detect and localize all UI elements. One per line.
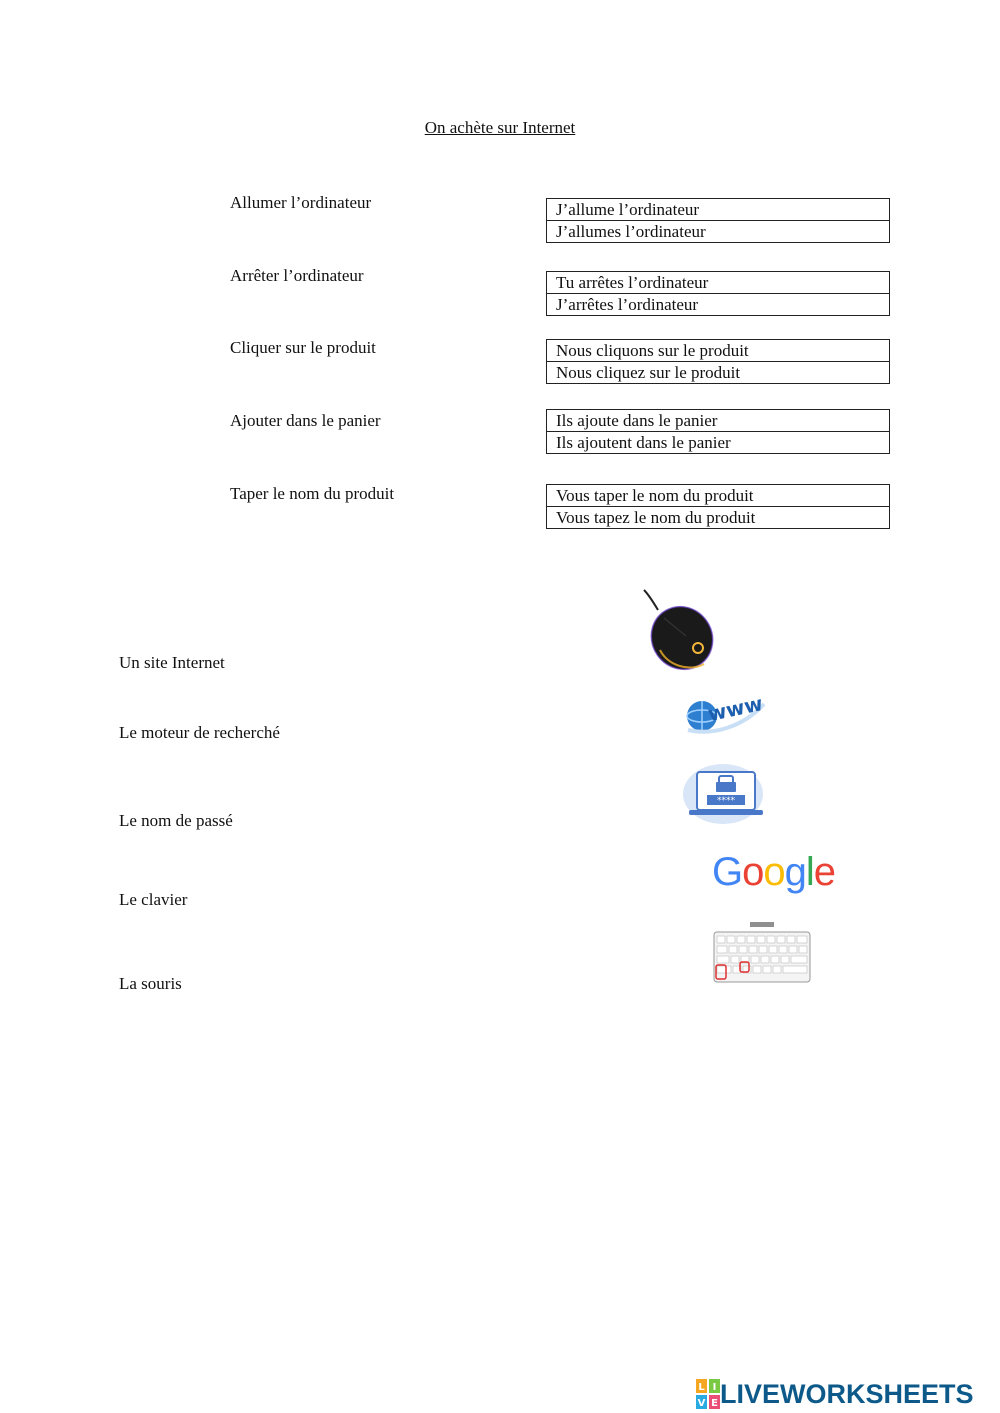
answer-option[interactable]: J’arrêtes l’ordinateur (547, 293, 889, 315)
keyboard-icon[interactable] (712, 922, 812, 984)
answer-choices (546, 339, 890, 384)
answer-option[interactable]: Vous taper le nom du produit (556, 486, 754, 505)
mouse-icon[interactable] (638, 588, 722, 674)
answer-option[interactable]: Tu arrêtes l’ordinateur (556, 273, 709, 292)
answer-option[interactable]: Nous cliquez sur le produit (547, 361, 889, 383)
answer-option[interactable]: Ils ajoutent dans le panier (547, 431, 889, 453)
answer-choices (546, 271, 890, 316)
svg-text:L: L (698, 1382, 705, 1393)
svg-text:I: I (712, 1382, 717, 1393)
vocab-term[interactable]: Un site Internet (119, 653, 225, 672)
svg-text:V: V (697, 1398, 706, 1409)
google-logo[interactable]: Google (712, 850, 836, 894)
liveworksheets-logo (696, 1378, 974, 1410)
verb-prompt: Taper le nom du produit (230, 484, 395, 503)
answer-option[interactable]: J’allumes l’ordinateur (547, 220, 889, 242)
password-laptop-icon[interactable] (683, 760, 767, 826)
verb-prompt: Cliquer sur le produit (230, 338, 376, 357)
answer-option[interactable]: J’allume l’ordinateur (556, 200, 700, 219)
answer-option[interactable]: Vous tapez le nom du produit (547, 506, 889, 528)
verb-prompt: Ajouter dans le panier (230, 411, 381, 430)
verb-prompt: Allumer l’ordinateur (230, 193, 372, 212)
svg-text:E: E (711, 1398, 718, 1409)
answer-option[interactable]: Ils ajoute dans le panier (556, 411, 718, 430)
vocab-term[interactable]: Le moteur de recherché (119, 723, 280, 742)
vocab-term[interactable]: La souris (119, 974, 182, 993)
vocab-term[interactable]: Le nom de passé (119, 811, 233, 830)
brand-name: LIVEWORKSHEETS (720, 1378, 974, 1409)
svg-text:www: www (705, 692, 765, 727)
answer-choices (546, 409, 890, 454)
www-globe-icon[interactable] (684, 692, 766, 740)
svg-text:****: **** (717, 796, 735, 806)
answer-option[interactable]: Nous cliquons sur le produit (556, 341, 749, 360)
worksheet-title: On achète sur Internet (424, 118, 576, 137)
verb-prompt: Arrêter l’ordinateur (230, 266, 364, 285)
answer-choices (546, 484, 890, 529)
vocab-term[interactable]: Le clavier (119, 890, 188, 909)
liveworksheets-logo-icon (696, 1379, 720, 1409)
answer-choices (546, 198, 890, 243)
